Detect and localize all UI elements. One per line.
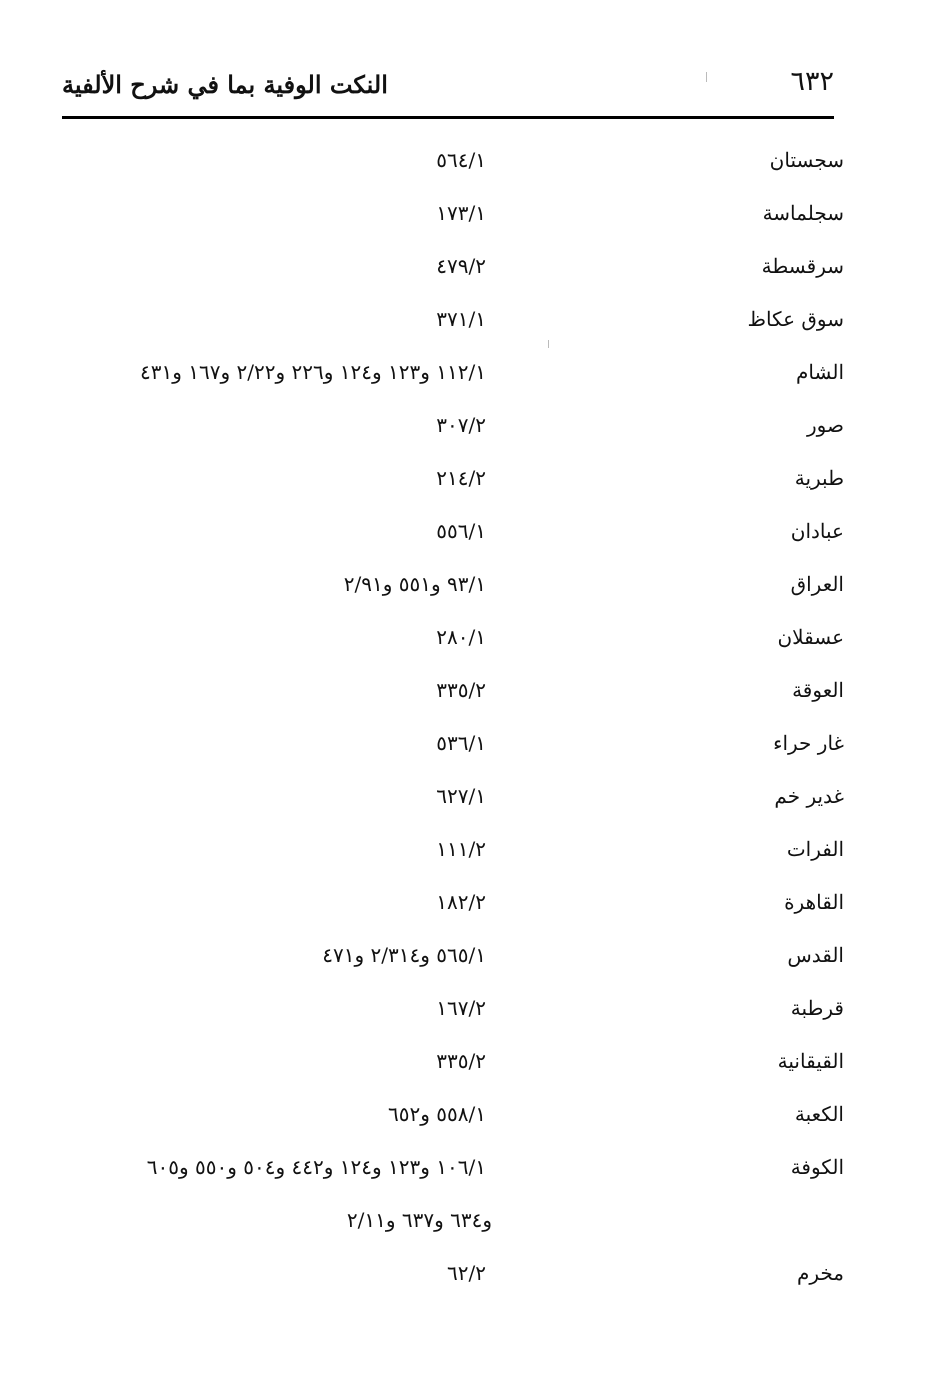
page-references: ٣٣٥/٢ bbox=[436, 1049, 486, 1073]
page-references: ٩٣/١ و٥٥١ و٢/٩١ bbox=[343, 572, 486, 596]
page-references: ٥٦٥/١ و٢/٣١٤ و٤٧١ bbox=[322, 943, 486, 967]
scan-artifact-line bbox=[706, 72, 707, 82]
place-name: الكوفة bbox=[790, 1155, 844, 1179]
place-name: الشام bbox=[796, 360, 844, 384]
place-name: عبادان bbox=[790, 519, 844, 543]
place-name: الكعبة bbox=[794, 1102, 844, 1126]
place-name: غار حراء bbox=[773, 731, 844, 755]
page-number: ٦٣٢ bbox=[790, 66, 834, 97]
page-references: ٦٢٧/١ bbox=[436, 784, 486, 808]
page-references: ١٧٣/١ bbox=[436, 201, 486, 225]
place-name: العراق bbox=[790, 572, 844, 596]
index-entry bbox=[0, 719, 944, 772]
index-entry bbox=[0, 772, 944, 825]
index-entry bbox=[0, 507, 944, 560]
place-name: الفرات bbox=[786, 837, 844, 861]
place-index-list bbox=[0, 136, 944, 1302]
index-entry bbox=[0, 613, 944, 666]
index-entry bbox=[0, 1143, 944, 1196]
page-references: ١٨٢/٢ bbox=[436, 890, 486, 914]
index-entry bbox=[0, 666, 944, 719]
index-entry bbox=[0, 1037, 944, 1090]
index-entry bbox=[0, 560, 944, 613]
page-references: و٦٣٤ و٦٣٧ و٢/١١ bbox=[346, 1208, 492, 1232]
page-references: ٥٣٦/١ bbox=[436, 731, 486, 755]
page-references: ١٦٧/٢ bbox=[436, 996, 486, 1020]
header-rule bbox=[62, 116, 834, 119]
book-title: النكت الوفية بما في شرح الألفية bbox=[62, 70, 388, 99]
index-entry bbox=[0, 1090, 944, 1143]
index-entry bbox=[0, 825, 944, 878]
place-name: سجلماسة bbox=[762, 201, 844, 225]
index-entry bbox=[0, 136, 944, 189]
page-references: ٢٨٠/١ bbox=[436, 625, 486, 649]
page-references: ٢١٤/٢ bbox=[436, 466, 486, 490]
scan-artifact-line bbox=[548, 340, 549, 348]
running-header bbox=[62, 60, 834, 116]
index-entry-continuation bbox=[0, 1196, 944, 1249]
place-name: مخرم bbox=[796, 1261, 844, 1285]
index-entry bbox=[0, 189, 944, 242]
index-entry bbox=[0, 931, 944, 984]
page-references: ٥٥٨/١ و٦٥٢ bbox=[388, 1102, 486, 1126]
place-name: العوقة bbox=[792, 678, 844, 702]
index-entry bbox=[0, 295, 944, 348]
place-name: طبرية bbox=[794, 466, 844, 490]
place-name: عسقلان bbox=[777, 625, 844, 649]
place-name: سرقسطة bbox=[761, 254, 844, 278]
page-references: ٣٣٥/٢ bbox=[436, 678, 486, 702]
page-references: ٣٧١/١ bbox=[436, 307, 486, 331]
page-references: ١٠٦/١ و١٢٣ و١٢٤ و٤٤٢ و٥٠٤ و٥٥٠ و٦٠٥ bbox=[146, 1155, 486, 1179]
place-name: القاهرة bbox=[784, 890, 844, 914]
page-references: ١١١/٢ bbox=[436, 837, 486, 861]
place-name: غدير خم bbox=[774, 784, 844, 808]
index-entry bbox=[0, 401, 944, 454]
page-references: ٥٥٦/١ bbox=[436, 519, 486, 543]
index-entry bbox=[0, 878, 944, 931]
place-name: سوق عكاظ bbox=[747, 307, 844, 331]
index-entry bbox=[0, 348, 944, 401]
place-name: القدس bbox=[787, 943, 844, 967]
place-name: سجستان bbox=[769, 148, 844, 172]
index-entry bbox=[0, 454, 944, 507]
place-name: صور bbox=[807, 413, 844, 437]
page-references: ٤٧٩/٢ bbox=[436, 254, 486, 278]
index-entry bbox=[0, 984, 944, 1037]
page-references: ٦٢/٢ bbox=[447, 1261, 486, 1285]
page-references: ٣٠٧/٢ bbox=[436, 413, 486, 437]
page-references: ١١٢/١ و١٢٣ و١٢٤ و٢٢٦ و٢/٢٢ و١٦٧ و٤٣١ bbox=[140, 360, 486, 384]
page-references: ٥٦٤/١ bbox=[436, 148, 486, 172]
place-name: القيقانية bbox=[777, 1049, 844, 1073]
index-entry bbox=[0, 1249, 944, 1302]
place-name: قرطبة bbox=[790, 996, 844, 1020]
index-entry bbox=[0, 242, 944, 295]
